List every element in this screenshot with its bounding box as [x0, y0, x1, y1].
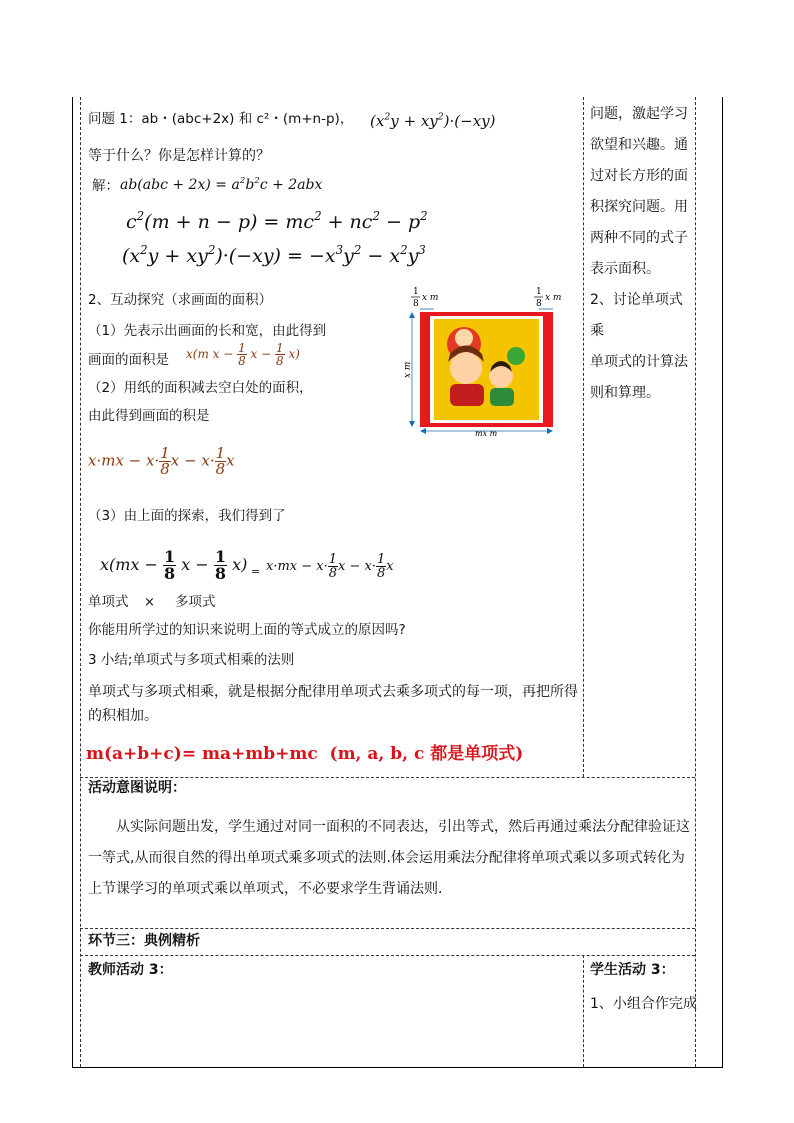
note-line: 则和算理。	[590, 385, 660, 401]
svg-text:8: 8	[413, 299, 419, 309]
column-divider-top	[583, 97, 584, 777]
intent-title: 活动意图说明：	[88, 780, 186, 796]
svg-text:1: 1	[413, 287, 419, 297]
distributive-formula: m(a+b+c)= ma+mb+mc (m, a, b, c 都是单项式)	[86, 744, 524, 764]
row-divider-2	[80, 928, 695, 929]
section-3-title: 环节三：典例精析	[88, 933, 200, 949]
note-line: 2、讨论单项式乘	[590, 292, 683, 339]
monomial-label: 单项式	[88, 594, 129, 610]
column-divider-bottom	[583, 955, 584, 1067]
svg-text:8: 8	[536, 299, 542, 309]
bottom-measure: mx m	[475, 429, 498, 438]
note-line: 问题，激起学习	[590, 106, 688, 122]
reason-question: 你能用所学过的知识来说明上面的等式成立的原因吗?	[88, 622, 406, 638]
row-divider-3	[80, 955, 695, 956]
area-expression-2: x·mx − x· $\frac{1}{8}$ x − x· $\frac{1}{8}$ x	[88, 444, 235, 478]
step-3-text: （3）由上面的探索，我们得到了	[88, 508, 286, 524]
side-measure: x m	[403, 361, 413, 378]
step-2-text: （2）用纸的面积减去空白处的面积，	[88, 380, 313, 396]
student-activity-title: 学生活动 3：	[590, 962, 675, 978]
top-right-measure: x m	[545, 293, 562, 303]
intent-body: 从实际问题出发，学生通过对同一面积的不同表达，引出等式，然后再通过乘法分配律验证这一等式,从而很自然的得出单项式乘多项式的法则.体会运用乘法分配律将单项式乘以多项式转化为上节课学习的单项式乘以单项式，不必要求学生背诵法则.	[88, 819, 690, 897]
step-1-text-b: 画面的面积是	[88, 352, 169, 368]
identity-left: x(mx − $\frac{1}{8}$ x − $\frac{1}{8}$ x)	[100, 547, 248, 583]
inner-right-border	[695, 97, 696, 1067]
note-line: 欲望和兴趣。通	[590, 137, 688, 153]
solution-label: 解：	[92, 178, 119, 194]
inner-left-border	[80, 97, 81, 1067]
top-left-measure: x m	[422, 293, 439, 303]
row-divider-1	[80, 777, 695, 778]
times-symbol: ×	[144, 595, 155, 610]
summary-title: 3 小结;单项式与多项式相乘的法则	[88, 652, 295, 668]
note-line: 积探究问题。用	[590, 199, 688, 215]
svg-text:1: 1	[536, 287, 542, 297]
outer-left-border	[72, 97, 73, 1067]
outer-right-border	[722, 97, 723, 1067]
note-line: 单项式的计算法	[590, 354, 688, 370]
note-line: 过对长方形的面	[590, 168, 688, 184]
polynomial-label: 多项式	[175, 594, 216, 610]
student-activity-item: 1、小组合作完成	[590, 996, 697, 1012]
step-1-text: （1）先表示出画面的长和宽，由此得到	[88, 323, 327, 339]
section-2-title: 2、互动探究（求画面的面积）	[88, 292, 273, 308]
summary-body: 单项式与多项式相乘，就是根据分配律用单项式去乘多项式的每一项，再把所得的积相加。	[88, 684, 578, 724]
area-expression-1: x(m x − $\frac{1}{8}$ x − $\frac{1}{8}$ x)	[186, 341, 300, 368]
solution-line-3: $(x^2y + xy^2)\cdot(-xy) = -x^3y^2 - x^2y^3$	[122, 242, 426, 267]
identity-right: x·mx − x· $\frac{1}{8}$ x − x· $\frac{1}{8}$ x	[266, 552, 394, 581]
bottom-border	[72, 1067, 723, 1068]
teacher-activity-title: 教师活动 3：	[88, 962, 173, 978]
note-line: 两种不同的式子	[590, 230, 688, 246]
question-1-expression: $(x^2y + xy^2)\cdot(-xy)$	[370, 111, 496, 130]
right-column-notes	[590, 99, 690, 409]
area-figure	[398, 282, 570, 438]
question-1-line2: 等于什么？你是怎样计算的？	[88, 148, 270, 164]
note-line: 表示面积。	[590, 261, 660, 277]
identity-equals: =	[251, 565, 261, 578]
question-1: 问题 1：ab・(abc+2x) 和 c²・(m+n-p)，	[88, 111, 354, 127]
solution-line-1: $ab(abc + 2x) = a^2b^2c + 2abx$	[120, 175, 323, 193]
solution-line-2: $c^2(m + n - p) = mc^2 + nc^2 - p^2$	[126, 208, 428, 233]
step-2-text-b: 由此得到画面的积是	[88, 408, 210, 424]
